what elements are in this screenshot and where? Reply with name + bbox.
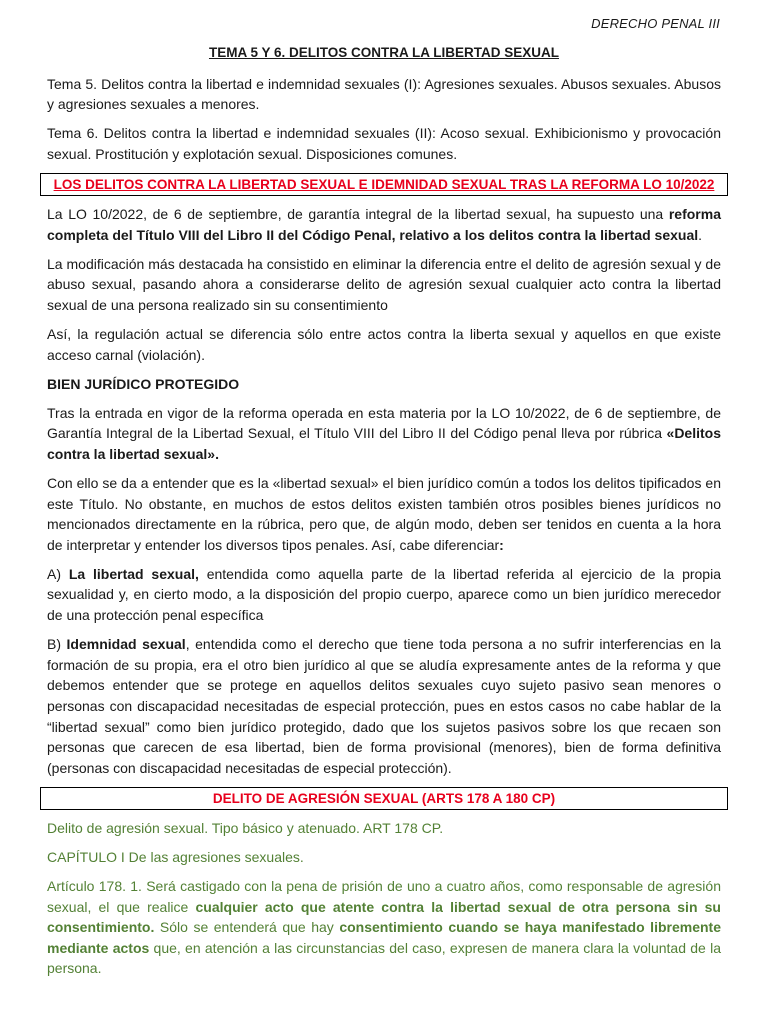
text-run: Artículo 178. 1. Será castigado con la pena de prisión de uno a cuatro años, como responsable de agresión sexual, el que realice [47,878,721,915]
bold-run: : [499,536,504,553]
text-run: , entendida como el derecho que tiene toda persona a no sufrir interferencias en la formación de su propia, era el otro bien jurídico al que se aludía expresamente antes de la reforma y que debemos entender que se protege en aquellos delitos sexuales cuyo sujeto pasivo sean menores o personas con discapacidad necesitadas de especial protección, pues en estos casos no cabe hablar de la “libertad sexual” como bien jurídico protegido, dado que los sujetos pasivos sobre los que recaen son personas que carecen de esa libertad, bien de forma provisional (menores), bien de forma definitiva (personas con discapacidad necesitadas de especial protección). [47,636,721,776]
text-run: Tras la entrada en vigor de la reforma operada en esta materia por la LO 10/2022, de 6 de septiembre, de Garantía Integral de la Libertad Sexual, el Título VIII del Libro II del Código penal lleva por rúbrica [47,404,721,442]
paragraph-modificacion: La modificación más destacada ha consistido en eliminar la diferencia entre el delito de agresión sexual y de abuso sexual, pasando ahora a considerarse delito de agresión sexual cualquier acto contra la libertad sexual de una persona realizado sin su consentimiento [47,255,721,313]
paragraph-lo-10-2022 [47,204,721,245]
text-run: La LO 10/2022, de 6 de septiembre, de garantía integral de la libertad sexual, ha supuesto una [47,205,669,222]
text-run: entendida como aquella parte de la libertad referida al ejercicio de la propia sexualidad y, en cierto modo, a la disposición del propio cuerpo, aparece como un bien jurídico merecedor de una protección penal específica [47,565,721,624]
section-box-reforma [40,173,728,196]
bold-run: reforma completa del Título VIII del Libro II del Código Penal, relativo a los delitos contra la libertad sexual [47,205,721,243]
tema6-paragraph: Tema 6. Delitos contra la libertad e indemnidad sexuales (II): Acoso sexual. Exhibicionismo y provocación sexual. Prostitución y explotación sexual. Disposiciones comunes. [47,125,721,162]
heading-bien-juridico: BIEN JURÍDICO PROTEGIDO [47,375,240,392]
tema5-paragraph: Tema 5. Delitos contra la libertad e indemnidad sexuales (I): Agresiones sexuales. Abusos sexuales. Abusos y agresiones sexuales a menores. [47,75,721,113]
text-run: B) [47,636,67,653]
paragraph-libertad-sexual-comun [47,473,721,555]
document-body [47,43,721,987]
header-course: DERECHO PENAL III [591,16,720,31]
section-box-reforma-label: LOS DELITOS CONTRA LA LIBERTAD SEXUAL E IDEMNIDAD SEXUAL TRAS LA REFORMA LO 10/2022 [53,176,715,192]
text-run: que, en atención a las circunstancias del caso, expresen de manera clara la voluntad de la persona. [47,939,721,977]
text-run: Con ello se da a entender que es la «libertad sexual» el bien jurídico común a todos los delitos tipificados en este Título. No obstante, en muchos de estos delitos existen también otros posibles bienes jurídicos no mencionados directamente en la rúbrica, pero que, de algún modo, deben ser tenidos en cuenta a la hora de interpretar y entender los diversos tipos penales. Así, cabe diferenciar [47,475,721,553]
bold-run: La libertad sexual, [68,565,199,582]
paragraph-item-b [47,634,721,778]
text-run: Sólo se entenderá que hay [154,919,340,936]
paragraph-regulacion: Así, la regulación actual se diferencia sólo entre actos contra la liberta sexual y aquellos en que existe acceso carnal (violación). [47,325,721,363]
document-title: TEMA 5 Y 6. DELITOS CONTRA LA LIBERTAD SEXUAL [208,45,560,60]
section-box-agresion: DELITO DE AGRESIÓN SEXUAL (ARTS 178 A 180 CP) [40,787,728,810]
bold-run: Idemnidad sexual [66,636,186,653]
green-line-capitulo: CAPÍTULO I De las agresiones sexuales. [47,848,304,865]
green-line-tipo: Delito de agresión sexual. Tipo básico y atenuado. ART 178 CP. [47,819,444,836]
bold-run: «Delitos contra la libertad sexual». [47,425,721,462]
bold-run: cualquier acto que atente contra la libertad sexual de otra persona sin su consentimiento. [47,898,721,936]
paragraph-entrada-vigor [47,403,721,465]
paragraph-item-a [47,564,721,626]
text-run: . [698,226,703,243]
text-run: A) [47,565,69,582]
green-articulo-178 [47,876,721,979]
bold-run: consentimiento cuando se haya manifestado libremente mediante actos [47,919,721,956]
